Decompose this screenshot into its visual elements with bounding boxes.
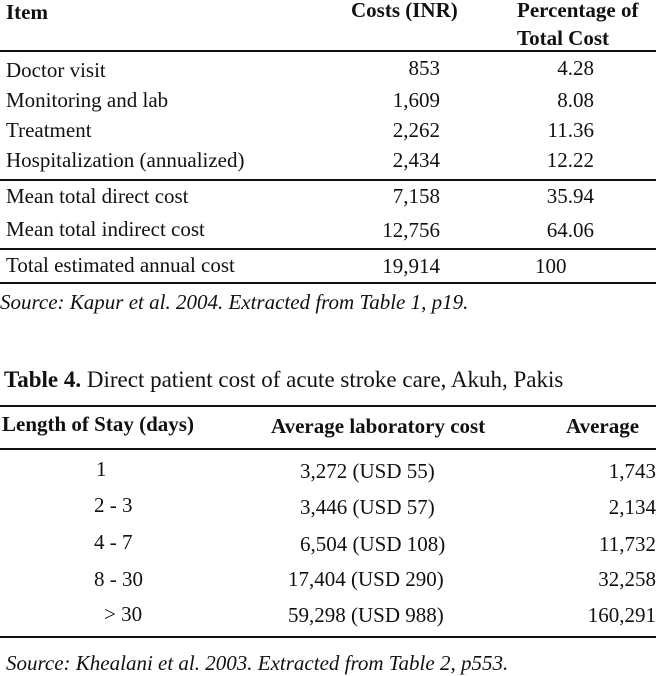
col-header-item: Item <box>6 0 48 24</box>
row-percentage: 35.94 <box>546 184 594 208</box>
row-third: 32,258 <box>598 567 656 591</box>
caption-label: Table 4. <box>4 367 82 392</box>
row-cost: 2,434 <box>392 148 440 172</box>
row-cost: 12,756 <box>382 218 440 242</box>
total-rule <box>0 248 656 250</box>
row-percentage: 4.28 <box>557 56 594 80</box>
row-item: Mean total direct cost <box>6 184 189 208</box>
row-lab-cost: 17,404 (USD 290) <box>288 567 444 591</box>
col-header-third: Average <box>566 414 640 438</box>
row-third: 160,291 <box>587 603 656 627</box>
row-third: 11,732 <box>599 532 656 556</box>
row-cost: 1,609 <box>392 88 440 112</box>
row-length-of-stay: 2 - 3 <box>94 493 133 517</box>
subtotal-rule <box>0 179 656 181</box>
row-item: Doctor visit <box>6 58 106 82</box>
row-third: 1,743 <box>608 459 656 483</box>
col-header-percentage-line2: Total Cost <box>517 26 609 50</box>
row-item: Hospitalization (annualized) <box>6 148 245 172</box>
col-header-length-of-stay: Length of Stay (days) <box>2 412 194 436</box>
row-length-of-stay: 4 - 7 <box>94 530 133 554</box>
row-percentage: 12.22 <box>546 148 594 172</box>
row-item: Mean total indirect cost <box>6 217 205 241</box>
row-item: Treatment <box>6 118 92 142</box>
row-cost: 853 <box>408 56 440 80</box>
row-lab-cost: 59,298 (USD 988) <box>288 603 444 627</box>
row-percentage: 100 <box>535 254 567 278</box>
header-rule <box>0 50 656 52</box>
row-length-of-stay: 8 - 30 <box>94 567 143 591</box>
row-third: 2,134 <box>608 495 656 519</box>
caption-text: Direct patient cost of acute stroke care, Akuh, Pakis <box>81 367 564 392</box>
col-header-lab-cost: Average laboratory cost <box>271 414 486 438</box>
row-percentage: 64.06 <box>546 218 594 242</box>
header-rule <box>0 448 656 450</box>
row-percentage: 8.08 <box>557 88 594 112</box>
col-header-percentage-line1: Percentage of <box>517 0 639 22</box>
row-lab-cost: 3,272 (USD 55) <box>300 459 435 483</box>
row-lab-cost: 3,446 (USD 57) <box>300 495 435 519</box>
table-caption <box>4 367 563 393</box>
row-item: Monitoring and lab <box>6 88 169 112</box>
top-rule <box>0 405 656 407</box>
source-note: Source: Kapur et al. 2004. Extracted from Table 1, p19. <box>0 290 469 314</box>
row-cost: 7,158 <box>392 184 440 208</box>
bottom-rule <box>0 636 656 638</box>
row-lab-cost: 6,504 (USD 108) <box>300 532 446 556</box>
source-note: Source: Khealani et al. 2003. Extracted from Table 2, p553. <box>6 651 509 675</box>
row-cost: 19,914 <box>382 254 440 278</box>
row-length-of-stay: 1 <box>96 457 107 481</box>
row-percentage: 11.36 <box>547 118 594 142</box>
row-length-of-stay: > 30 <box>104 602 143 626</box>
row-cost: 2,262 <box>392 118 440 142</box>
col-header-costs: Costs (INR) <box>351 0 458 22</box>
row-item: Total estimated annual cost <box>6 253 235 277</box>
bottom-rule <box>0 282 656 284</box>
